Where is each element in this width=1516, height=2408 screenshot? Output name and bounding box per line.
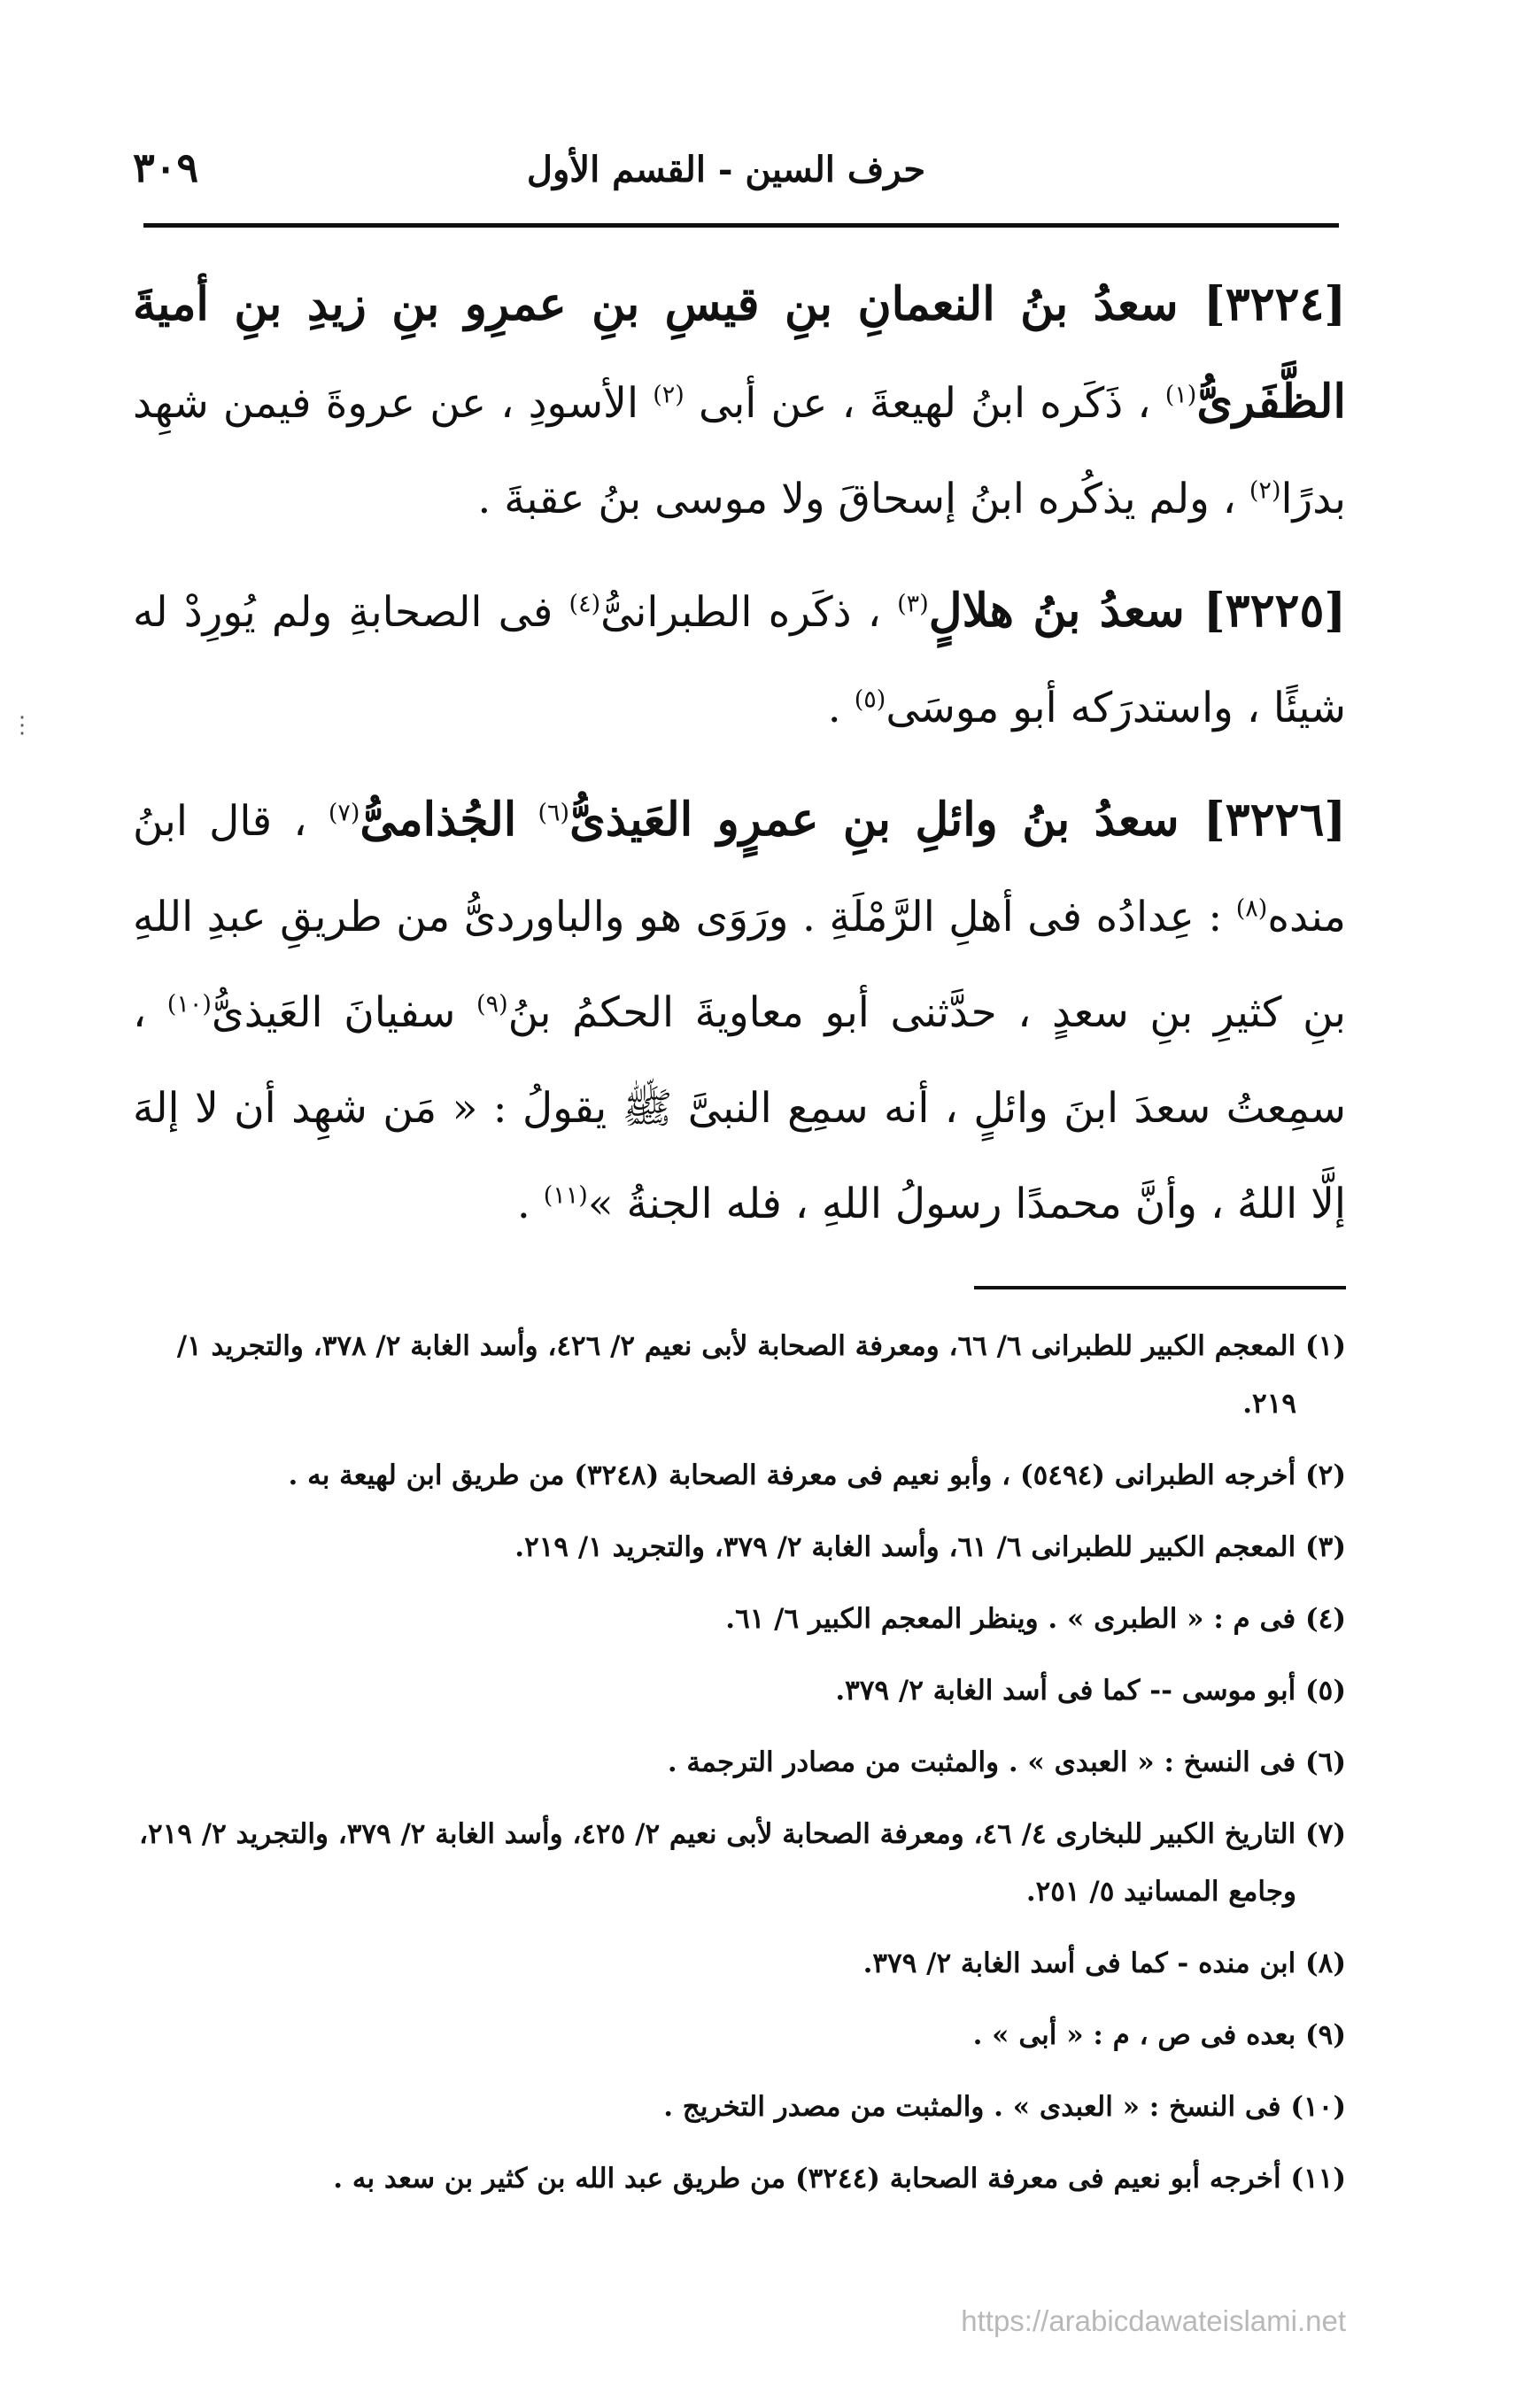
footnote-item: (٦) فى النسخ : « العبدى » . والمثبت من مصادر الترجمة . — [667, 1746, 1346, 1778]
entry-heading: [٣٢٢٦] سعدُ بنُ وائلِ بنِ عمرٍو العَيذىُّ — [569, 793, 1346, 847]
running-title: حرف السين - القسم الأول — [526, 149, 926, 190]
entry-text: ، سمِعتُ سعدَ ابنَ وائلٍ ، أنه سمِع النبىَّ ﷺ يقولُ : « مَن شهِد أن لا إلهَ إلَّا اللهُ ، وأنَّ محمدًا رسولُ اللهِ ، فله الجنةُ » — [133, 988, 1346, 1228]
footnote-marker: (٧) — [328, 799, 360, 827]
footnote-marker: (٩) — [476, 990, 508, 1018]
footnote-marker: (٥) — [854, 685, 886, 714]
footnote-separator — [974, 1286, 1346, 1289]
entry-text: الأسودِ ، عن عروةَ فيمن شهِد بدرًا — [133, 379, 1346, 523]
entry-text: سفيانَ العَيذىُّ — [211, 988, 456, 1037]
footnote-marker: (١٠) — [166, 990, 212, 1018]
footnote-item: (٤) فى م : « الطبرى » . وينظر المعجم الكبير ٦/ ٦١. — [725, 1603, 1346, 1635]
header-rule — [143, 223, 1339, 228]
footnote-marker: (٤) — [568, 590, 601, 618]
entry-3226 — [133, 772, 1346, 1252]
entry-text: ، قال ابنُ منده — [133, 797, 1346, 941]
footnote-marker: (٦) — [538, 799, 570, 827]
entry-heading: [٣٢٢٤] سعدُ بنُ النعمانِ بنِ قيسِ بنِ عمرِو بنِ زيدِ بنِ أميةَ الظَّفَرىُّ — [133, 277, 1347, 429]
entry-text: فى الصحابةِ ولم يُورِدْ له شيئًا ، واستدرَكه أبو موسَى — [133, 588, 1346, 732]
footnote-marker: (١) — [1164, 381, 1197, 409]
footnotes-list — [133, 1318, 1346, 2222]
footnote-item: (٧) التاريخ الكبير للبخارى ٤/ ٤٦، ومعرفة الصحابة لأبى نعيم ٢/ ٤٢٥، وأسد الغابة ٢/ ٣٧٩، والتجريد ٢/ ٢١٩، وجامع المسانيد ٥/ ٢٥١. — [138, 1818, 1346, 1908]
footnote-item: (٨) ابن منده - كما فى أسد الغابة ٢/ ٣٧٩. — [862, 1947, 1346, 1979]
footnote-item: (٩) بعده فى ص ، م : « أبى » . — [972, 2019, 1346, 2051]
footnote-item: (١٠) فى النسخ : « العبدى » . والمثبت من مصدر التخريج . — [663, 2091, 1346, 2123]
page-number: ٣٠٩ — [133, 143, 199, 191]
entry-text: ، ذكَره الطبرانىُّ — [600, 588, 881, 637]
entry-text: ، ذَكَره ابنُ لهيعةَ ، عن أبى — [699, 379, 1151, 428]
footnote-marker: (٨) — [1235, 894, 1268, 923]
entry-heading-nisba: الجُذامىُّ — [360, 793, 517, 847]
entry-3224 — [133, 257, 1346, 547]
watermark-url: https://arabicdawateislami.net — [961, 2304, 1346, 2337]
main-text — [133, 257, 1346, 1268]
entry-heading: [٣٢٢٥] سعدُ بنُ هلالٍ — [928, 584, 1346, 638]
entry-text: . — [827, 684, 841, 732]
entry-3225 — [133, 563, 1346, 756]
footnote-marker: (١١) — [543, 1181, 588, 1210]
footnote-item: (١١) أخرجه أبو نعيم فى معرفة الصحابة (٣٢٤٤) من طريق عبد الله بن كثير بن سعد به . — [333, 2163, 1346, 2195]
entry-text: . — [516, 1180, 530, 1228]
entry-text: ، ولم يذكُره ابنُ إسحاقَ ولا موسى بنُ عقبةَ . — [477, 475, 1236, 523]
footnote-item: (٣) المعجم الكبير للطبرانى ٦/ ٦١، وأسد الغابة ٢/ ٣٧٩، والتجريد ١/ ٢١٩. — [514, 1531, 1346, 1563]
footnote-marker: (٣) — [897, 590, 929, 618]
footnote-marker: (٢) — [653, 381, 685, 409]
margin-dots: ⋮ — [11, 712, 34, 739]
footnote-item: (١) المعجم الكبير للطبرانى ٦/ ٦٦، ومعرفة الصحابة لأبى نعيم ٢/ ٤٢٦، وأسد الغابة ٢/ ٣٧٨، والتجريد ١/ ٢١٩. — [176, 1330, 1346, 1420]
entry-text: : عِدادُه فى أهلِ الرَّمْلَةِ . ورَوَى هو والباوردىُّ من طريقِ عبدِ اللهِ بنِ كثيرِ بنِ سعدٍ ، حدَّثنى أبو معاويةَ الحكمُ بنُ — [133, 893, 1346, 1037]
footnote-marker: (٢) — [1249, 476, 1281, 505]
footnote-item: (٢) أخرجه الطبرانى (٥٤٩٤) ، وأبو نعيم فى معرفة الصحابة (٣٢٤٨) من طريق ابن لهيعة به . — [288, 1460, 1346, 1491]
footnote-item: (٥) أبو موسى -- كما فى أسد الغابة ٢/ ٣٧٩. — [835, 1675, 1346, 1707]
